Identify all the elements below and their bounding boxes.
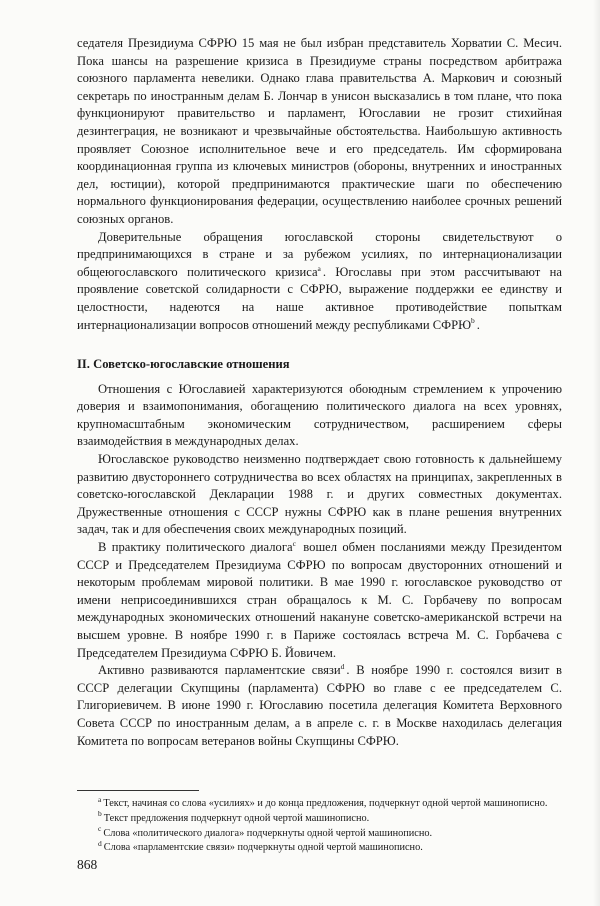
footnote-ref-a: a — [317, 263, 321, 273]
footnote-c: $^c$ Слова «политического диалога» подчеркнуты одной чертой машинописно. — [98, 824, 433, 839]
section-heading: II. Советско-югославские отношения — [77, 357, 290, 372]
footnote-b: $^b$ Текст предложения подчеркнут одной чертой машинописно. — [98, 809, 370, 824]
paragraph-trust-appeals: Доверительные обращения югославской стороны свидетельствуют о предпринимающихся в стране и за рубежом усилиях, по интернационализации общеюгославского политического кризиса$^a$ . Югославы при этом рассчитывают на проявление советской солидарности с СФРЮ, выражение поддержки ее единству и целостности, надеются на наше активное противодействие попыткам интернационализации вопросов отношений между республиками СФРЮ$^b$ . — [77, 229, 562, 332]
page-edge-shadow — [593, 0, 600, 906]
footnote-d: $^d$ Слова «парламентские связи» подчеркнуты одной чертой машинописно. — [98, 838, 423, 854]
footnote-ref-b: b — [471, 316, 475, 326]
footnote-ref-d: d — [340, 662, 345, 671]
footnote-a: $^a$ Текст, начиная со слова «усилиях» и до конца предложения, подчеркнут одной чертой машинописно. — [98, 794, 548, 810]
footnote-ref-c: c — [292, 538, 296, 548]
paragraph-continued: седателя Президиума СФРЮ 15 мая не был избран представитель Хорватии С. Месич. Пока шансы на разрешение кризиса в Президиуме страны посредством арбитража союзного парламента невелики. Однако глава правительства А. Маркович и союзный секретарь по иностранным делам Б. Лончар в унисон высказались в том плане, что пока функционируют правительство и парламент, Югославии не грозит стихийная дезинтеграция, не возникают и чрезвычайные обстоятельства. Наибольшую активность проявляет Союзное исполнительное вече и его председатель. Им сформирована координационная группа из ключевых министров (обороны, внутренних и иностранных дел, юстиции), которой предпринимаются практические шаги по обеспечению нормального функционирования федерации, осуществлению наиболее срочных решений союзных органов. — [77, 36, 562, 226]
footnote-divider — [77, 790, 199, 791]
paragraph-parliament: Активно развиваются парламентские связи$^d$ . В ноябре 1990 г. состоялся визит в СССР делегации Скупщины (парламента) СФРЮ во главе с ее председателем С. Глигориевичем. В июне 1990 г. Югославию посетила делегация Комитета Верховного Совета СССР по иностранным делам, а в апреле с. г. в Москве находилась делегация Комитета по вопросам ветеранов войны Скупщины СФРЮ. — [77, 662, 563, 748]
page-number: 868 — [77, 857, 98, 872]
paragraph-relations: Отношения с Югославией характеризуются обоюдным стремлением к упрочению доверия и взаимопонимания, обогащению политического диалога на всех уровнях, крупномасштабным экономическим сотрудничеством, расширением сферы взаимодействия в международных делах. — [77, 381, 562, 449]
paragraph-leadership: Югославское руководство неизменно подтверждает свою готовность к дальнейшему развитию двустороннего сотрудничества во всех областях на принципах, закрепленных в советско-югославской Декларации 1988 г. и других совместных документах. Дружественные отношения с СССР нужны СФРЮ как в плане решения внутренних задач, так и для обеспечения своих международных позиций. — [77, 452, 562, 537]
paragraph-political-dialogue: В практику политического диалога$^c$ вошел обмен посланиями между Президентом СССР и Председателем Президиума СФРЮ по вопросам двусторонних отношений и некоторым проблемам мировой политики. В мае 1990 г. югославское руководство от имени неприсоединившихся стран обращалось к М. С. Горбачеву по вопросам международных экономических отношений накануне советско-американской встречи на высшем уровне. В ноябре 1990 г. в Париже состоялась встреча М. С. Горбачева с Председателем Президиума СФРЮ Б. Йовичем. — [77, 538, 563, 660]
